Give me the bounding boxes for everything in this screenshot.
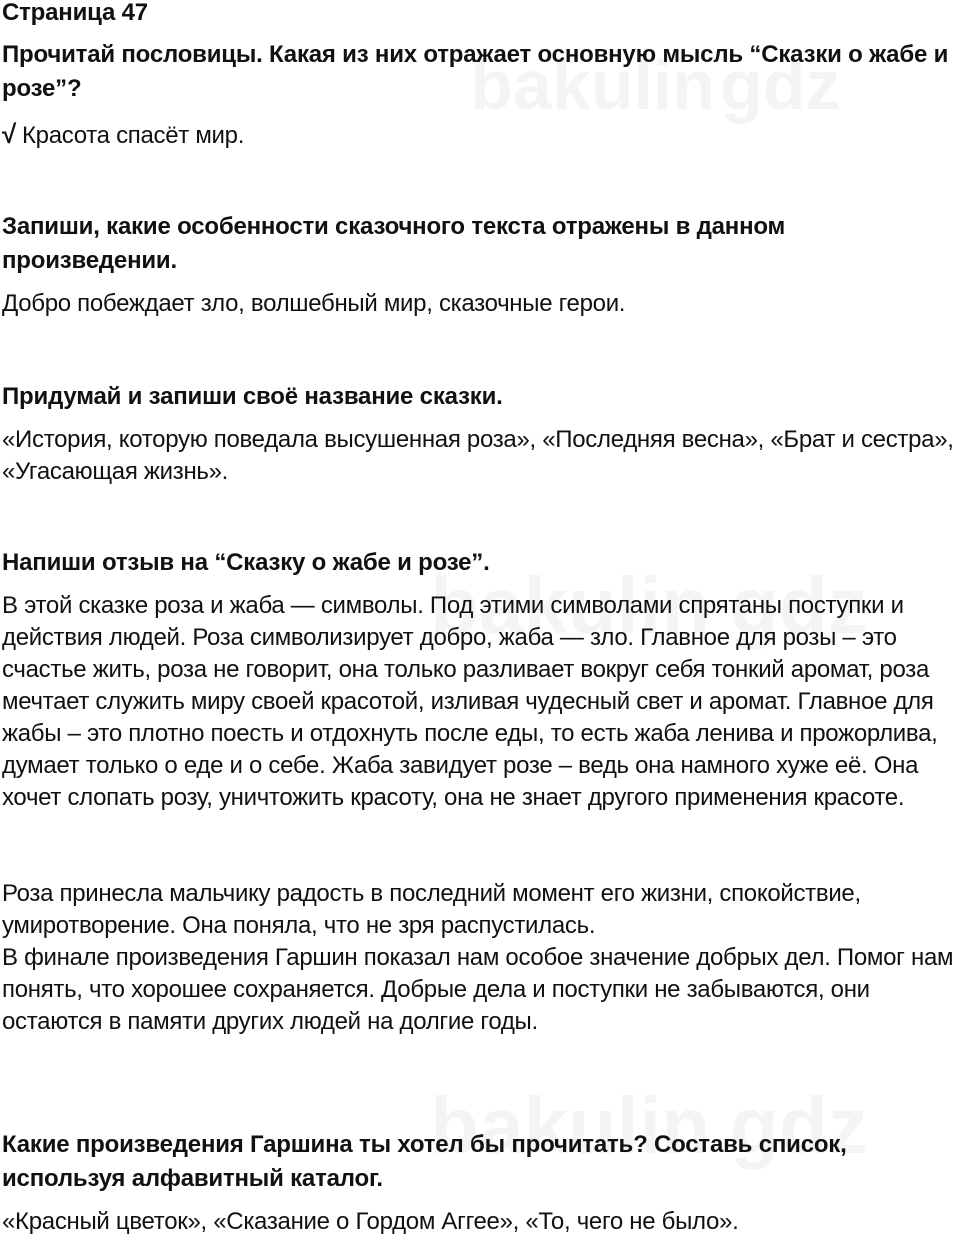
page-title: Страница 47 [2, 0, 148, 26]
review-paragraph-3: В финале произведения Гаршин показал нам особое значение добрых дел. Помог нам понять, что хорошее сохраняется. Добрые дела и поступки не забываются, они остаются в памяти других людей на долгие годы. [2, 944, 954, 1035]
answer-1 [2, 118, 954, 152]
question-5: Какие произведения Гаршина ты хотел бы прочитать? Составь список, используя алфавитный каталог. [2, 1131, 847, 1192]
question-1: Прочитай пословицы. Какая из них отражает основную мысль “Сказки о жабе и розе”? [2, 41, 949, 102]
answer-3: «История, которую поведала высушенная роза», «Последняя весна», «Брат и сестра», «Угасающая жизнь». [2, 426, 954, 485]
answer-1-text: Красота спасёт мир. [21, 122, 245, 149]
answer-5: «Красный цветок», «Сказание о Гордом Аггее», «То, чего не было». [2, 1208, 739, 1235]
answer-2: Добро побеждает зло, волшебный мир, сказочные герои. [2, 290, 626, 317]
review-paragraph-2: Роза принесла мальчику радость в последний момент его жизни, спокойствие, умиротворение. Она поняла, что не зря распустилась. [2, 880, 861, 939]
question-3: Придумай и запиши своё название сказки. [2, 383, 503, 410]
review-paragraph-1: В этой сказке роза и жаба — символы. Под этими символами спрятаны поступки и действия людей. Роза символизирует добро, жаба — зло. Главное для розы – это счастье жить, роза не говорит, она только разливает вокруг себя тонкий аромат, роза мечтает служить миру своей красотой, изливая чудесный свет и аромат. Главное для жабы – это плотно поесть и отдохнуть после еды, то есть жаба ленива и прожорлива, думает только о еде и о себе. Жаба завидует розе – ведь она намного хуже её. Она хочет слопать розу, уничтожить красоту, она не знает другого применения красоте. [2, 592, 938, 811]
check-mark-icon: √ [2, 119, 16, 149]
question-2: Запиши, какие особенности сказочного текста отражены в данном произведении. [2, 213, 786, 274]
question-4: Напиши отзыв на “Сказку о жабе и розе”. [2, 549, 490, 576]
